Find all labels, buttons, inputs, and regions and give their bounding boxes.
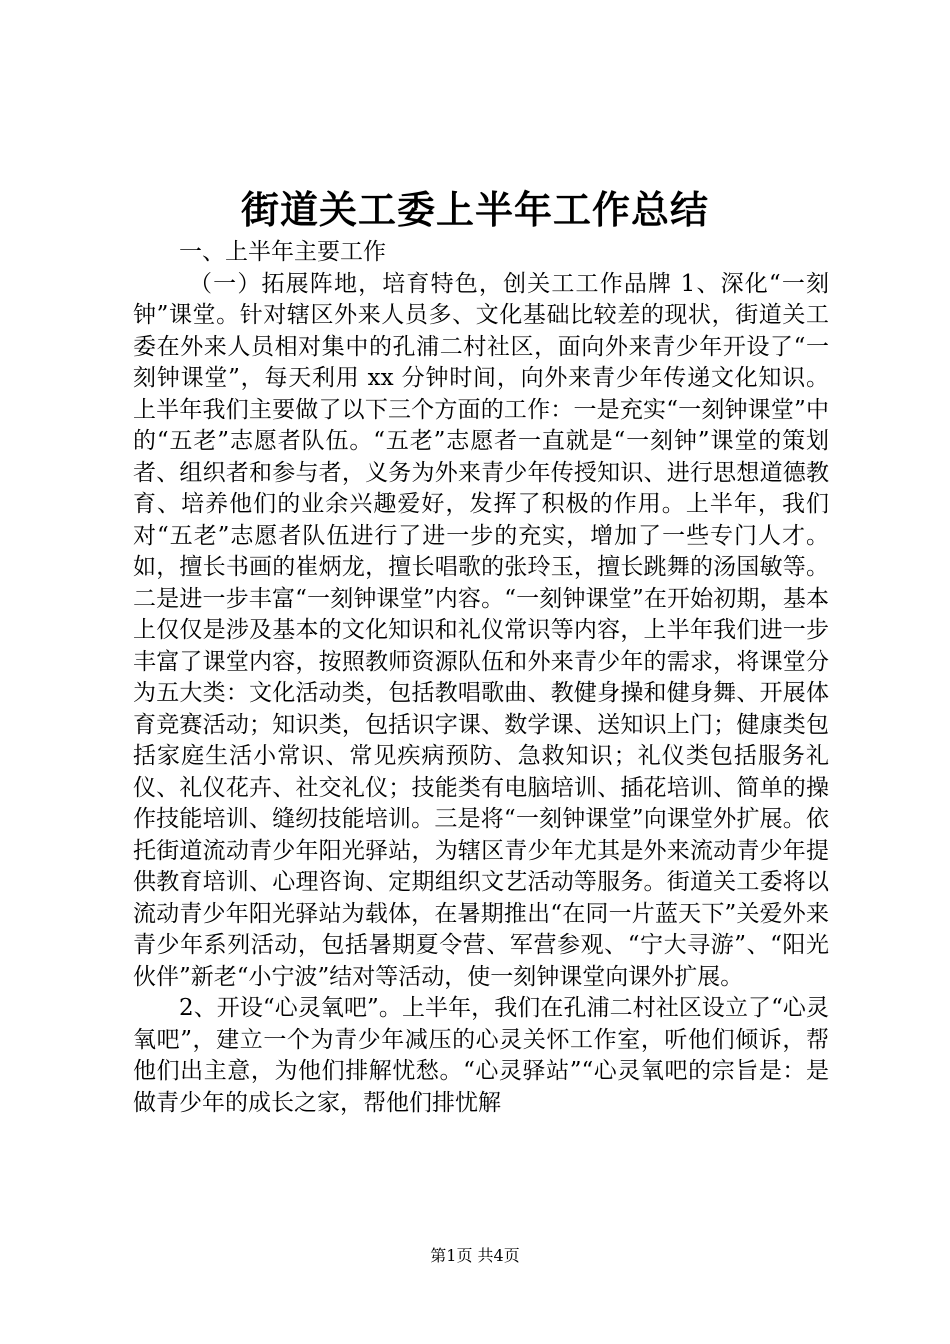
page-footer: 第1页 共4页 (430, 1246, 520, 1265)
body-paragraph: （一）拓展阵地，培育特色，创关工工作品牌 1、深化“一刻钟”课堂。针对辖区外来人员多、文化基础比较差的现状，街道关工委在外来人员相对集中的孔浦二村社区，面向外来青少年开设了“一刻钟课堂”，每天利用 xx 分钟时间，向外来青少年传递文化知识。上半年我们主要做了以下三个方面的工作：一是充实“一刻钟课堂”中的“五老”志愿者队伍。“五老”志愿者一直就是“一刻钟”课堂的策划者、组织者和参与者，义务为外来青少年传授知识、进行思想道德教育、培养他们的业余兴趣爱好，发挥了积极的作用。上半年，我们对“五老”志愿者队伍进行了进一步的充实，增加了一些专门人才。如，擅长书画的崔炳龙，擅长唱歌的张玲玉，擅长跳舞的汤国敏等。二是进一步丰富“一刻钟课堂”内容。“一刻钟课堂”在开始初期，基本上仅仅是涉及基本的文化知识和礼仪常识等内容，上半年我们进一步丰富了课堂内容，按照教师资源队伍和外来青少年的需求，将课堂分为五大类：文化活动类，包括教唱歌曲、教健身操和健身舞、开展体育竞赛活动；知识类，包括识字课、数学课、送知识上门；健康类包括家庭生活小常识、常见疾病预防、急救知识；礼仪类包括服务礼仪、礼仪花卉、社交礼仪；技能类有电脑培训、插花培训、简单的操作技能培训、缝纫技能培训。三是将“一刻钟课堂”向课堂外扩展。依托街道流动青少年阳光驿站，为辖区青少年尤其是外来流动青少年提供教育培训、心理咨询、定期组织文艺活动等服务。街道关工委将以流动青少年阳光驿站为载体，在暑期推出“在同一片蓝天下”关爱外来青少年系列活动，包括暑期夏令营、军营参观、“宁大寻游”、“阳光伙伴”新老“小宁波”结对等活动，使一刻钟课堂向课外扩展。 (133, 270, 829, 990)
document-title: 街道关工委上半年工作总结 (240, 187, 709, 232)
body-paragraph: 2、开设“心灵氧吧”。上半年，我们在孔浦二村社区设立了“心灵氧吧”，建立一个为青少年减压的心灵关怀工作室，听他们倾诉，帮他们出主意，为他们排解忧愁。“心灵驿站”“心灵氧吧的宗旨是：是做青少年的成长之家，帮他们排忧解 (133, 995, 829, 1116)
document-body (133, 237, 829, 1119)
section-heading: 一、上半年主要工作 (179, 239, 386, 265)
